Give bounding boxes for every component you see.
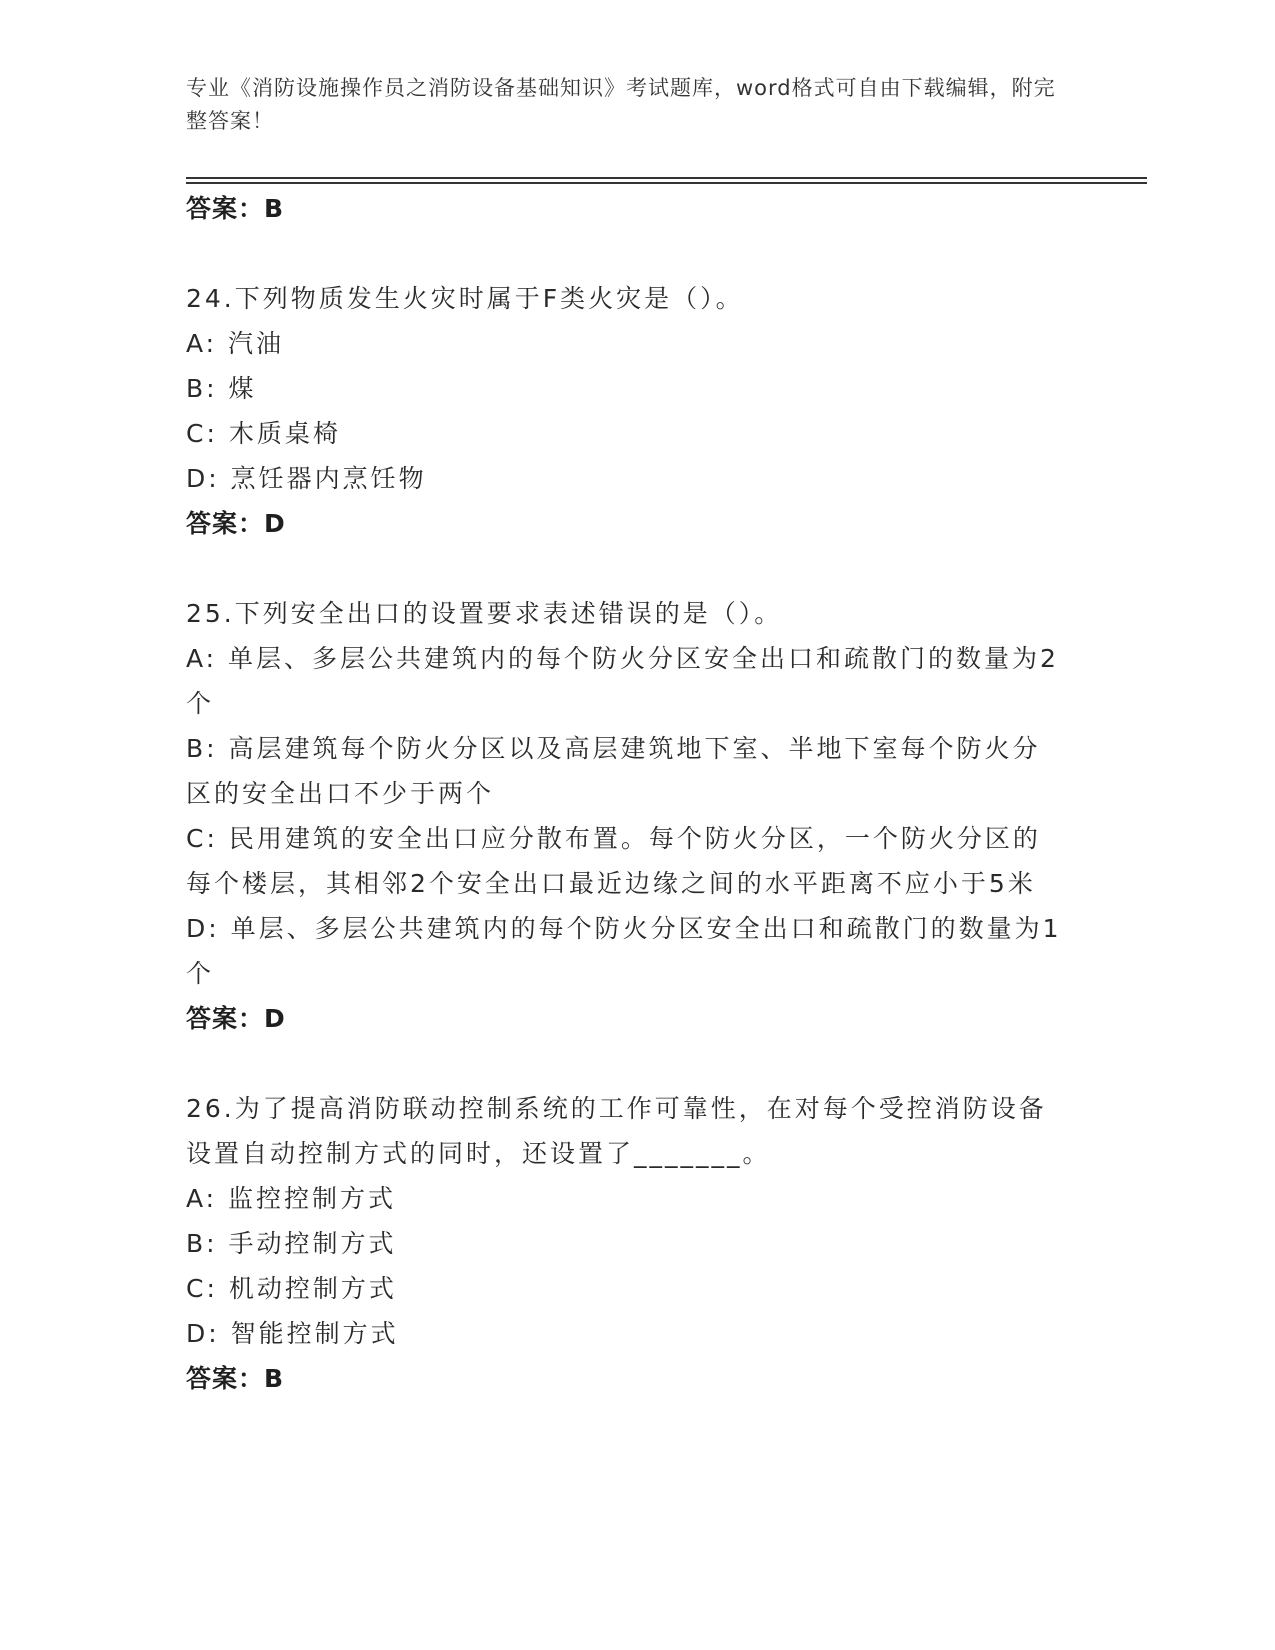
option-a: A: 汽油 <box>186 329 285 358</box>
document-header: 专业《消防设施操作员之消防设备基础知识》考试题库，word格式可自由下载编辑，附完整答案！ <box>186 76 1056 133</box>
option-b: B: 煤 <box>186 374 257 403</box>
option-b: B: 手动控制方式 <box>186 1229 397 1258</box>
option-c: C: 民用建筑的安全出口应分散布置。每个防火分区，一个防火分区的每个楼层，其相邻2个安全出口最近边缘之间的水平距离不应小于5米 <box>186 824 1041 898</box>
option-d: D: 智能控制方式 <box>186 1319 399 1348</box>
option-c: C: 木质桌椅 <box>186 419 341 448</box>
question-25 <box>186 591 1066 1041</box>
option-d: D: 烹饪器内烹饪物 <box>186 464 427 493</box>
question-list <box>186 186 1066 1401</box>
question-stem: 24.下列物质发生火灾时属于F类火灾是（）。 <box>186 284 744 313</box>
option-d: D: 单层、多层公共建筑内的每个防火分区安全出口和疏散门的数量为1个 <box>186 914 1062 988</box>
option-b: B: 高层建筑每个防火分区以及高层建筑地下室、半地下室每个防火分区的安全出口不少于两个 <box>186 734 1041 808</box>
answer-text: 答案：D <box>186 509 286 538</box>
option-a: A: 单层、多层公共建筑内的每个防火分区安全出口和疏散门的数量为2个 <box>186 644 1059 718</box>
question-stem: 26.为了提高消防联动控制系统的工作可靠性，在对每个受控消防设备设置自动控制方式的同时，还设置了_______。 <box>186 1094 1047 1168</box>
header-divider <box>186 182 1147 184</box>
option-c: C: 机动控制方式 <box>186 1274 397 1303</box>
question-26 <box>186 1086 1066 1401</box>
answer-text: 答案：D <box>186 1004 286 1033</box>
answer-text: 答案：B <box>186 1364 285 1393</box>
question-stem: 25.下列安全出口的设置要求表述错误的是（）。 <box>186 599 783 628</box>
answer-text: 答案：B <box>186 194 285 223</box>
option-a: A: 监控控制方式 <box>186 1184 397 1213</box>
header-divider <box>186 177 1147 179</box>
question-24 <box>186 276 1066 546</box>
